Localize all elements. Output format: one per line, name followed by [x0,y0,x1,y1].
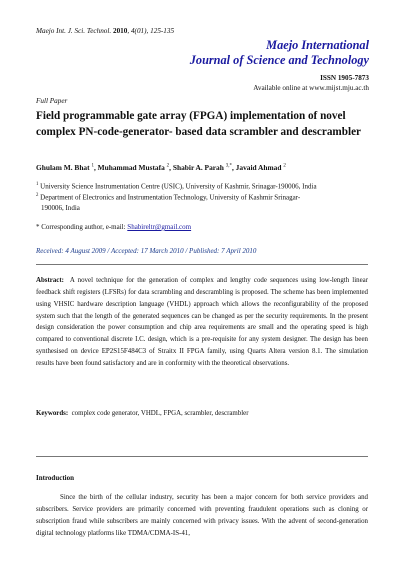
affiliation [36,191,366,213]
affiliation-text: Department of Electronics and Instrumentation Technology, University of Kashmir Srinagar- [40,193,301,202]
journal-name-line-1: Maejo International [266,38,369,52]
author-name: Muhammad Mustafa [97,163,165,172]
abstract-text: A novel technique for the generation of complex and lengthy code sequences using low-length linear feedback shift registers (LFSRs) for data scrambling and descrambling is proposed. The scheme has been implemented using VHSIC hardware description language (VHDL) approach which allows the reconfigurability of the proposed system such that the length of the generated sequences can be changed as per the security requirements. In the present design consideration the power consumption and chip area requirements are small and the operating speed is high compared to conventional discrete I.C. design, which is a pre-requisite for any system designer. The design has been synthesised on device EP2S15F484C3 of Straitx II FPGA family, using Quarts Altera version 8.1. The simulation results have been found satisfactory and are in conformity with the theoretical observations. [36,277,368,367]
abstract-label: Abstract: [36,277,64,284]
journal-name [190,38,369,68]
divider [36,264,368,265]
keywords-label: Keywords: [36,410,69,417]
author-name: Ghulam M. Bhat [36,163,90,172]
author-affiliation-marker: 2 [166,163,170,169]
keywords [36,410,249,417]
corresponding-author [36,223,191,231]
email-link[interactable]: Shabireltr@gmail.com [127,223,192,231]
running-head-year: 2010 [112,27,128,35]
running-head-volume: 4(01) [130,27,147,35]
keywords-text: complex code generator, VHDL, FPGA, scrambler, descrambler [71,410,249,417]
publication-dates: Received: 4 August 2009 / Accepted: 17 March 2010 / Published: 7 April 2010 [36,247,257,255]
issn: ISSN 1905-7873 [320,74,369,82]
divider [36,456,368,457]
affiliation-text: University Science Instrumentation Centre (USIC), University of Kashmir, Srinagar-190006, India [40,182,317,191]
running-head: Maejo Int. J. Sci. Technol. 2010, 4(01), 125-135 [36,27,175,35]
author-affiliation-marker: 3,* [225,163,232,169]
corresponding-author-label: * Corresponding author, e-mail: [36,223,128,231]
affiliation-marker: 1 [36,182,39,187]
affiliation-marker: 2 [36,193,39,198]
running-head-pages: 125-135 [150,27,175,35]
running-head-journal: Maejo Int. J. Sci. Technol. [36,27,112,35]
author-name: Javaid Ahmad [235,163,282,172]
section-body: Since the birth of the cellular industry, security has been a major concern for both service providers and subscribers. Service providers are primarily concerned with preventing fraudulent operations such as cloning or subscription fraud while subscribers are mainly concerned with privacy issues. With the advent of second-generation digital technology platforms like TDMA/CDMA-IS-41, [36,494,368,537]
section-heading: Introduction [36,474,74,482]
author-affiliation-marker: 2 [283,163,286,169]
abstract [36,275,368,370]
author-list: Ghulam M. Bhat $^1$, Muhammad Mustafa $^2$, Shabir A. Parah $^{3,*}$, Javaid Ahmad $^2$ [36,163,286,172]
affiliation-text-continued: 190006, India [41,203,80,212]
author-affiliation-marker: 1 [91,163,94,169]
article-type: Full Paper [36,97,68,105]
author-name: Shabir A. Parah [172,163,224,172]
journal-name-line-2: Journal of Science and Technology [189,53,369,67]
paper-title: Field programmable gate array (FPGA) implementation of novel complex PN-code-generator- based data scrambler and descrambler [36,110,361,138]
online-availability: Available online at www.mijst.mju.ac.th [253,84,369,92]
